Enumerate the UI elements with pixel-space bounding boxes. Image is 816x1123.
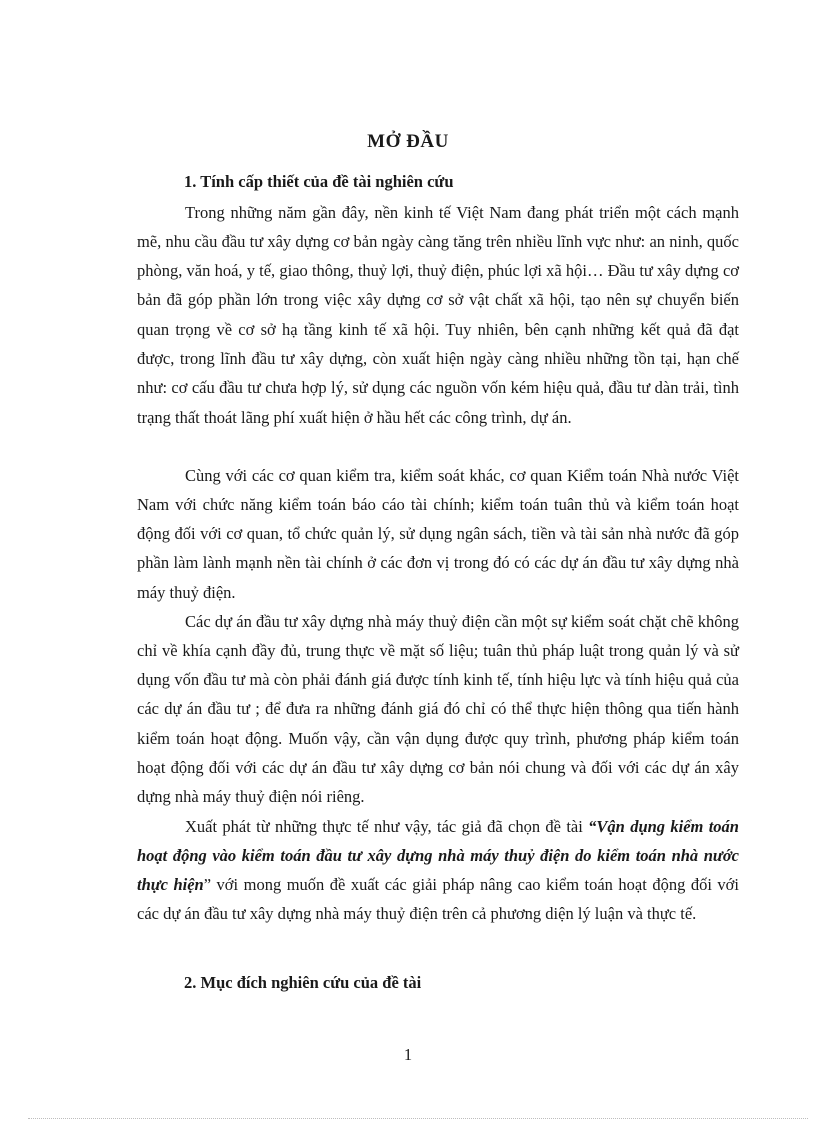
thesis-topic: “Vận dụng kiểm toán hoạt động vào kiểm toán đầu tư xây dựng nhà máy thuỷ điện do kiểm toán nhà nước thực hiện: [137, 816, 739, 895]
page-number: 1: [403, 1045, 413, 1064]
section-heading-2: 2. Mục đích nghiên cứu của đề tài: [184, 973, 422, 992]
section-heading-1: 1. Tính cấp thiết của đề tài nghiên cứu: [184, 172, 454, 191]
paragraph-4-end: ” với mong muốn đề xuất các giải pháp nâng cao kiểm toán hoạt động đối với các dự án đầu tư xây dựng nhà máy thuỷ điện trên cả phương diện lý luận và thực tế.: [137, 875, 739, 924]
page-edge-divider: [28, 1118, 808, 1119]
paragraph-4-start: Xuất phát từ những thực tế như vậy, tác giả đã chọn đề tài: [185, 816, 589, 836]
paragraph-1: Trong những năm gần đây, nền kinh tế Việt Nam đang phát triển một cách mạnh mẽ, nhu cầu đầu tư xây dựng cơ bản ngày càng tăng trên nhiều lĩnh vực như: an ninh, quốc phòng, văn hoá, y tế, giao thông, thuỷ lợi, thuỷ điện, phúc lợi xã hội… Đầu tư xây dựng cơ bản đã góp phần lớn trong việc xây dựng cơ sở vật chất xã hội, tạo nên sự chuyển biến quan trọng về cơ sở hạ tầng kinh tế xã hội. Tuy nhiên, bên cạnh những kết quả đã đạt được, trong lĩnh đầu tư xây dựng, còn xuất hiện ngày càng nhiều những tồn tại, hạn chế như: cơ cấu đầu tư chưa hợp lý, sử dụng các nguồn vốn kém hiệu quả, đầu tư dàn trải, tình trạng thất thoát lãng phí xuất hiện ở hầu hết các công trình, dự án.: [137, 202, 739, 427]
page-title: MỞ ĐẦU: [367, 131, 449, 152]
paragraph-3: Các dự án đầu tư xây dựng nhà máy thuỷ điện cần một sự kiểm soát chặt chẽ không chỉ về khía cạnh đầy đủ, trung thực về mặt số liệu; tuân thủ pháp luật trong quản lý và sử dụng vốn đầu tư mà còn phải đánh giá được tính kinh tế, tính hiệu lực và tính hiệu quả của các dự án đầu tư ; để đưa ra những đánh giá đó chỉ có thể thực hiện thông qua tiến hành kiểm toán hoạt động. Muốn vậy, cần vận dụng được quy trình, phương pháp kiểm toán hoạt động đối với các dự án đầu tư xây dựng cơ bản nói chung và đối với các dự án xây dựng nhà máy thuỷ điện nói riêng.: [137, 611, 739, 807]
paragraph-2: Cùng với các cơ quan kiểm tra, kiểm soát khác, cơ quan Kiểm toán Nhà nước Việt Nam với chức năng kiểm toán báo cáo tài chính; kiểm toán tuân thủ và kiểm toán hoạt động đối với cơ quan, tổ chức quản lý, sử dụng ngân sách, tiền và tài sản nhà nước đã góp phần làm lành mạnh nền tài chính ở các đơn vị trong đó có các dự án đầu tư xây dựng nhà máy thuỷ điện.: [137, 465, 739, 602]
paragraph-4: [137, 812, 739, 929]
